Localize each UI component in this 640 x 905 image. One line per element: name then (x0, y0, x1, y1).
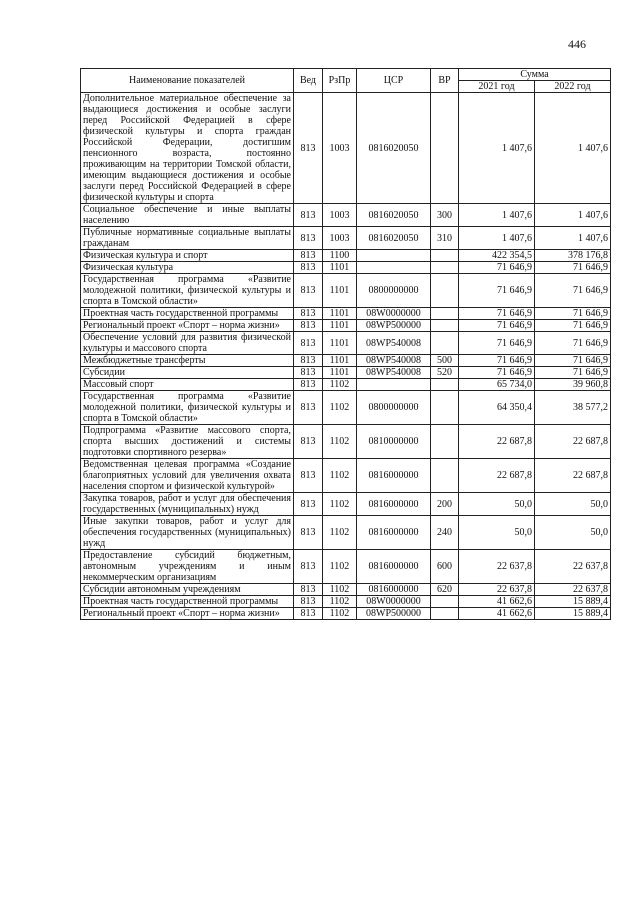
cell-y2022: 71 646,9 (535, 274, 611, 308)
cell-y2022: 71 646,9 (535, 320, 611, 332)
cell-ved: 813 (294, 425, 323, 459)
cell-y2021: 22 637,8 (459, 584, 535, 596)
cell-vr (431, 250, 459, 262)
cell-vr (431, 262, 459, 274)
cell-y2021: 71 646,9 (459, 274, 535, 308)
table-row (81, 493, 611, 516)
cell-name: Закупка товаров, работ и услуг для обеспечения государственных (муниципальных) нужд (81, 493, 294, 516)
cell-rzpr: 1102 (323, 608, 357, 620)
cell-rzpr: 1101 (323, 332, 357, 355)
table-row (81, 332, 611, 355)
cell-rzpr: 1101 (323, 262, 357, 274)
cell-csr (357, 250, 431, 262)
table-row (81, 308, 611, 320)
cell-rzpr: 1102 (323, 596, 357, 608)
header-year-2021: 2021 год (459, 81, 535, 93)
table-row (81, 367, 611, 379)
cell-ved: 813 (294, 355, 323, 367)
header-vr: ВР (431, 69, 459, 93)
cell-ved: 813 (294, 608, 323, 620)
cell-y2022: 71 646,9 (535, 262, 611, 274)
table-row (81, 262, 611, 274)
table-row (81, 391, 611, 425)
cell-ved: 813 (294, 262, 323, 274)
cell-rzpr: 1102 (323, 391, 357, 425)
cell-vr (431, 308, 459, 320)
cell-csr: 0816020050 (357, 204, 431, 227)
table-row (81, 274, 611, 308)
cell-vr (431, 332, 459, 355)
cell-name: Подпрограмма «Развитие массового спорта, спорта высших достижений и системы подготовки спортивного резерва» (81, 425, 294, 459)
header-year-2022: 2022 год (535, 81, 611, 93)
cell-y2021: 22 687,8 (459, 425, 535, 459)
cell-ved: 813 (294, 204, 323, 227)
cell-csr (357, 379, 431, 391)
header-ved: Вед (294, 69, 323, 93)
table-row (81, 250, 611, 262)
cell-ved: 813 (294, 250, 323, 262)
cell-ved: 813 (294, 320, 323, 332)
cell-name: Социальное обеспечение и иные выплаты населению (81, 204, 294, 227)
cell-name: Межбюджетные трансферты (81, 355, 294, 367)
cell-vr: 600 (431, 550, 459, 584)
cell-name: Предоставление субсидий бюджетным, автономным учреждениям и иным некоммерческим организациям (81, 550, 294, 584)
cell-y2021: 71 646,9 (459, 355, 535, 367)
cell-y2022: 71 646,9 (535, 332, 611, 355)
cell-ved: 813 (294, 227, 323, 250)
cell-vr (431, 425, 459, 459)
cell-name: Субсидии автономным учреждениям (81, 584, 294, 596)
page-number: 446 (568, 37, 586, 51)
cell-ved: 813 (294, 332, 323, 355)
cell-csr: 0816000000 (357, 493, 431, 516)
cell-ved: 813 (294, 459, 323, 493)
cell-y2021: 71 646,9 (459, 367, 535, 379)
cell-y2021: 1 407,6 (459, 227, 535, 250)
cell-name: Физическая культура и спорт (81, 250, 294, 262)
cell-ved: 813 (294, 493, 323, 516)
cell-rzpr: 1100 (323, 250, 357, 262)
cell-y2022: 50,0 (535, 493, 611, 516)
cell-name: Проектная часть государственной программы (81, 308, 294, 320)
cell-csr: 0800000000 (357, 391, 431, 425)
table-body (81, 93, 611, 620)
cell-rzpr: 1102 (323, 425, 357, 459)
cell-rzpr: 1102 (323, 550, 357, 584)
cell-vr (431, 379, 459, 391)
table-row (81, 459, 611, 493)
cell-y2021: 1 407,6 (459, 204, 535, 227)
cell-rzpr: 1102 (323, 584, 357, 596)
cell-vr: 500 (431, 355, 459, 367)
table-row (81, 204, 611, 227)
cell-vr: 200 (431, 493, 459, 516)
cell-y2021: 422 354,5 (459, 250, 535, 262)
cell-name: Государственная программа «Развитие молодежной политики, физической культуры и спорта в Томской области» (81, 391, 294, 425)
cell-csr: 0816020050 (357, 227, 431, 250)
cell-y2021: 65 734,0 (459, 379, 535, 391)
cell-name: Обеспечение условий для развития физической культуры и массового спорта (81, 332, 294, 355)
cell-vr: 240 (431, 516, 459, 550)
cell-name: Массовый спорт (81, 379, 294, 391)
table-row (81, 355, 611, 367)
cell-y2021: 71 646,9 (459, 308, 535, 320)
cell-y2022: 39 960,8 (535, 379, 611, 391)
cell-csr: 0816000000 (357, 459, 431, 493)
header-rzpr: РзПр (323, 69, 357, 93)
cell-y2022: 22 637,8 (535, 584, 611, 596)
cell-vr (431, 608, 459, 620)
cell-vr (431, 391, 459, 425)
cell-ved: 813 (294, 274, 323, 308)
header-name: Наименование показателей (81, 69, 294, 93)
cell-ved: 813 (294, 93, 323, 204)
cell-ved: 813 (294, 391, 323, 425)
cell-name: Физическая культура (81, 262, 294, 274)
cell-csr: 0800000000 (357, 274, 431, 308)
cell-name: Ведомственная целевая программа «Создание благоприятных условий для увеличения охвата населения спортом и физической культурой» (81, 459, 294, 493)
cell-name: Иные закупки товаров, работ и услуг для обеспечения государственных (муниципальных) нужд (81, 516, 294, 550)
cell-vr: 520 (431, 367, 459, 379)
cell-y2021: 64 350,4 (459, 391, 535, 425)
cell-vr (431, 274, 459, 308)
cell-csr: 0816020050 (357, 93, 431, 204)
cell-vr: 300 (431, 204, 459, 227)
cell-name: Публичные нормативные социальные выплаты гражданам (81, 227, 294, 250)
cell-rzpr: 1102 (323, 516, 357, 550)
cell-y2021: 50,0 (459, 493, 535, 516)
cell-rzpr: 1101 (323, 274, 357, 308)
cell-y2022: 15 889,4 (535, 608, 611, 620)
cell-name: Государственная программа «Развитие молодежной политики, физической культуры и спорта в Томской области» (81, 274, 294, 308)
cell-csr: 08WP540008 (357, 332, 431, 355)
cell-y2022: 1 407,6 (535, 93, 611, 204)
cell-csr: 08WP540008 (357, 367, 431, 379)
cell-y2021: 22 637,8 (459, 550, 535, 584)
cell-ved: 813 (294, 379, 323, 391)
table-row (81, 516, 611, 550)
table-row (81, 93, 611, 204)
cell-y2021: 41 662,6 (459, 608, 535, 620)
header-sum: Сумма (459, 69, 611, 81)
cell-rzpr: 1003 (323, 93, 357, 204)
cell-y2021: 1 407,6 (459, 93, 535, 204)
cell-rzpr: 1101 (323, 308, 357, 320)
cell-y2021: 22 687,8 (459, 459, 535, 493)
cell-y2022: 22 687,8 (535, 459, 611, 493)
cell-ved: 813 (294, 516, 323, 550)
cell-y2021: 41 662,6 (459, 596, 535, 608)
cell-y2022: 22 687,8 (535, 425, 611, 459)
cell-name: Региональный проект «Спорт – норма жизни» (81, 320, 294, 332)
table-row (81, 320, 611, 332)
table-row (81, 608, 611, 620)
cell-csr: 08WP500000 (357, 320, 431, 332)
cell-vr (431, 320, 459, 332)
cell-name: Проектная часть государственной программы (81, 596, 294, 608)
cell-y2021: 50,0 (459, 516, 535, 550)
cell-y2022: 22 637,8 (535, 550, 611, 584)
cell-csr: 08W0000000 (357, 308, 431, 320)
cell-name: Дополнительное материальное обеспечение за выдающиеся достижения и особые заслуги перед Российской Федерацией в сфере физической культуры и спорта граждан Российской Федерации, достигшим пенсионного возраста, постоянно проживающим на территории Томской области, имеющим выдающиеся достижения и особые заслуги перед Российской Федерацией в сфере физической культуры и спорта (81, 93, 294, 204)
cell-name: Региональный проект «Спорт – норма жизни» (81, 608, 294, 620)
cell-csr: 08W0000000 (357, 596, 431, 608)
cell-ved: 813 (294, 308, 323, 320)
cell-rzpr: 1101 (323, 320, 357, 332)
budget-table (80, 68, 611, 620)
cell-y2022: 71 646,9 (535, 308, 611, 320)
table-row (81, 550, 611, 584)
cell-y2022: 50,0 (535, 516, 611, 550)
cell-y2022: 378 176,8 (535, 250, 611, 262)
cell-ved: 813 (294, 584, 323, 596)
cell-rzpr: 1101 (323, 367, 357, 379)
cell-y2021: 71 646,9 (459, 320, 535, 332)
cell-ved: 813 (294, 367, 323, 379)
cell-y2021: 71 646,9 (459, 262, 535, 274)
table-row (81, 379, 611, 391)
cell-csr: 0816000000 (357, 584, 431, 596)
cell-csr: 08WP540008 (357, 355, 431, 367)
cell-y2022: 38 577,2 (535, 391, 611, 425)
cell-rzpr: 1102 (323, 459, 357, 493)
cell-name: Субсидии (81, 367, 294, 379)
cell-rzpr: 1102 (323, 379, 357, 391)
cell-y2022: 1 407,6 (535, 204, 611, 227)
cell-csr: 08WP500000 (357, 608, 431, 620)
cell-y2022: 15 889,4 (535, 596, 611, 608)
cell-csr: 0816000000 (357, 550, 431, 584)
cell-ved: 813 (294, 550, 323, 584)
cell-ved: 813 (294, 596, 323, 608)
cell-vr (431, 459, 459, 493)
table-row (81, 425, 611, 459)
table-row (81, 596, 611, 608)
cell-y2022: 1 407,6 (535, 227, 611, 250)
cell-y2022: 71 646,9 (535, 355, 611, 367)
cell-vr: 620 (431, 584, 459, 596)
table-row (81, 584, 611, 596)
cell-csr (357, 262, 431, 274)
cell-rzpr: 1003 (323, 227, 357, 250)
cell-y2022: 71 646,9 (535, 367, 611, 379)
cell-rzpr: 1102 (323, 493, 357, 516)
header-csr: ЦСР (357, 69, 431, 93)
cell-y2021: 71 646,9 (459, 332, 535, 355)
cell-vr: 310 (431, 227, 459, 250)
cell-vr (431, 596, 459, 608)
cell-csr: 0816000000 (357, 516, 431, 550)
table-row (81, 227, 611, 250)
cell-vr (431, 93, 459, 204)
cell-rzpr: 1003 (323, 204, 357, 227)
cell-csr: 0810000000 (357, 425, 431, 459)
cell-rzpr: 1101 (323, 355, 357, 367)
